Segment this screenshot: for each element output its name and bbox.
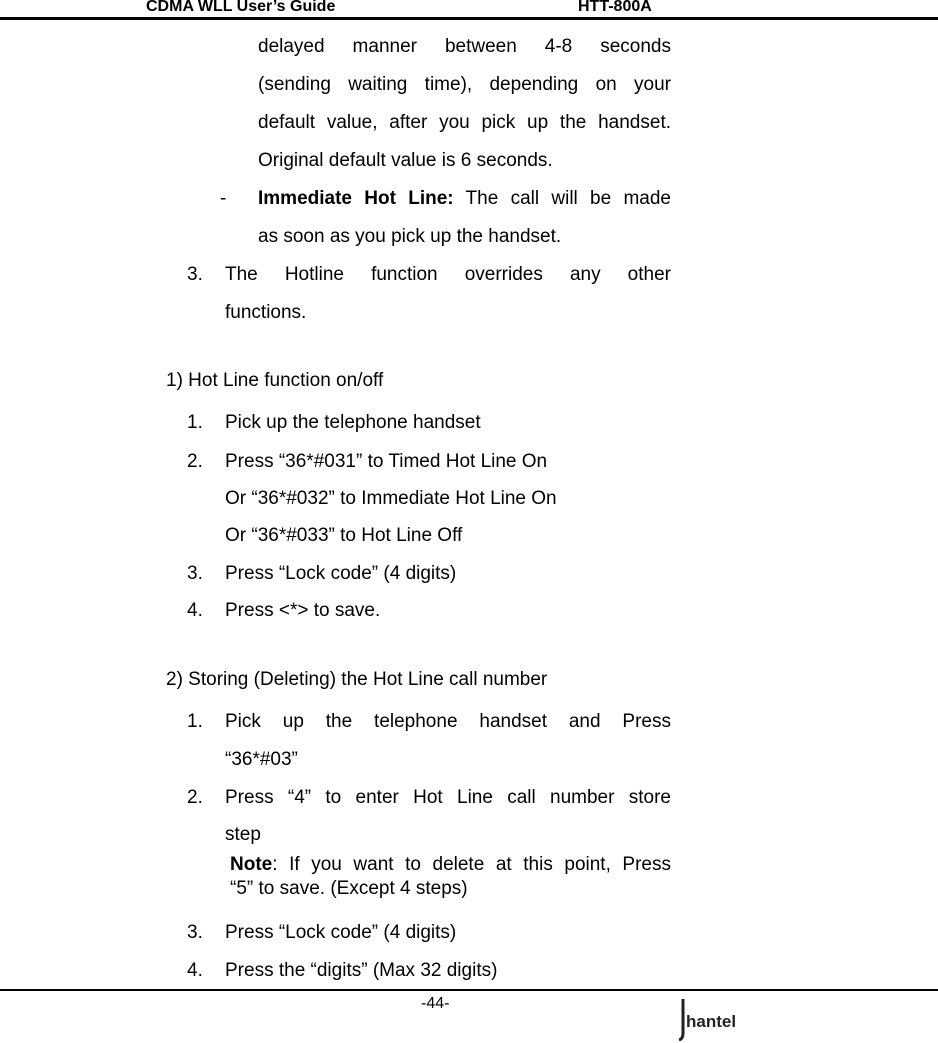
note-line-1: [230, 853, 671, 877]
model-name: HTT-800A: [578, 0, 652, 15]
s1-step2-alt2: Or “36*#033” to Hot Line Off: [225, 525, 463, 546]
section2-title: 2) Storing (Deleting) the Hot Line call number: [166, 669, 548, 690]
s2-step4-text: Press the “digits” (Max 32 digits): [225, 960, 498, 981]
s2-step2-number: 2.: [187, 787, 203, 808]
s1-step4-text: Press <*> to save.: [225, 600, 381, 621]
page-number: -44-: [421, 995, 450, 1012]
logo-text: hantel: [686, 1012, 737, 1031]
hantel-logo: [676, 993, 746, 1041]
footer-rule: [0, 989, 938, 991]
header-rule: [0, 17, 938, 20]
delayed-line-4: Original default value is 6 seconds.: [258, 150, 553, 171]
s1-step3-number: 3.: [187, 563, 203, 584]
s1-step2-number: 2.: [187, 451, 203, 472]
s2-step3-number: 3.: [187, 922, 203, 943]
s1-step2-alt1: Or “36*#032” to Immediate Hot Line On: [225, 488, 557, 509]
item3-line-2: functions.: [225, 302, 307, 323]
s1-step3-text: Press “Lock code” (4 digits): [225, 563, 457, 584]
delayed-line-2: (sending waiting time), depending on your: [258, 74, 671, 95]
immediate-text-1: The call will be made: [453, 188, 672, 209]
section1-title: 1) Hot Line function on/off: [166, 370, 384, 391]
note-text-1: : If you want to delete at this point, Press: [272, 854, 671, 875]
s2-step1-line-2: “36*#03”: [225, 749, 298, 770]
note-label: Note: [230, 854, 273, 875]
item3-number: 3.: [187, 264, 203, 285]
s2-step2-line-2: step: [225, 824, 261, 845]
s1-step1-text: Pick up the telephone handset: [225, 412, 481, 433]
immediate-label: Immediate Hot Line:: [258, 188, 454, 209]
s2-step1-number: 1.: [187, 711, 203, 732]
item3-line-1: The Hotline function overrides any other: [225, 264, 671, 285]
doc-title: CDMA WLL User’s Guide: [146, 0, 336, 15]
s2-step3-text: Press “Lock code” (4 digits): [225, 922, 457, 943]
delayed-line-3: default value, after you pick up the handset.: [258, 112, 671, 133]
s1-step2-text: Press “36*#031” to Timed Hot Line On: [225, 451, 548, 472]
s2-step2-line-1: Press “4” to enter Hot Line call number store: [225, 787, 671, 808]
s2-step4-number: 4.: [187, 960, 203, 981]
immediate-line-1: [258, 187, 671, 211]
s2-step1-line-1: Pick up the telephone handset and Press: [225, 711, 671, 732]
immediate-line-2: as soon as you pick up the handset.: [258, 226, 562, 247]
note-line-2: “5” to save. (Except 4 steps): [230, 878, 468, 899]
s1-step4-number: 4.: [187, 600, 203, 621]
immediate-dash: -: [220, 188, 227, 209]
delayed-line-1: delayed manner between 4-8 seconds: [258, 36, 671, 57]
s1-step1-number: 1.: [187, 412, 203, 433]
